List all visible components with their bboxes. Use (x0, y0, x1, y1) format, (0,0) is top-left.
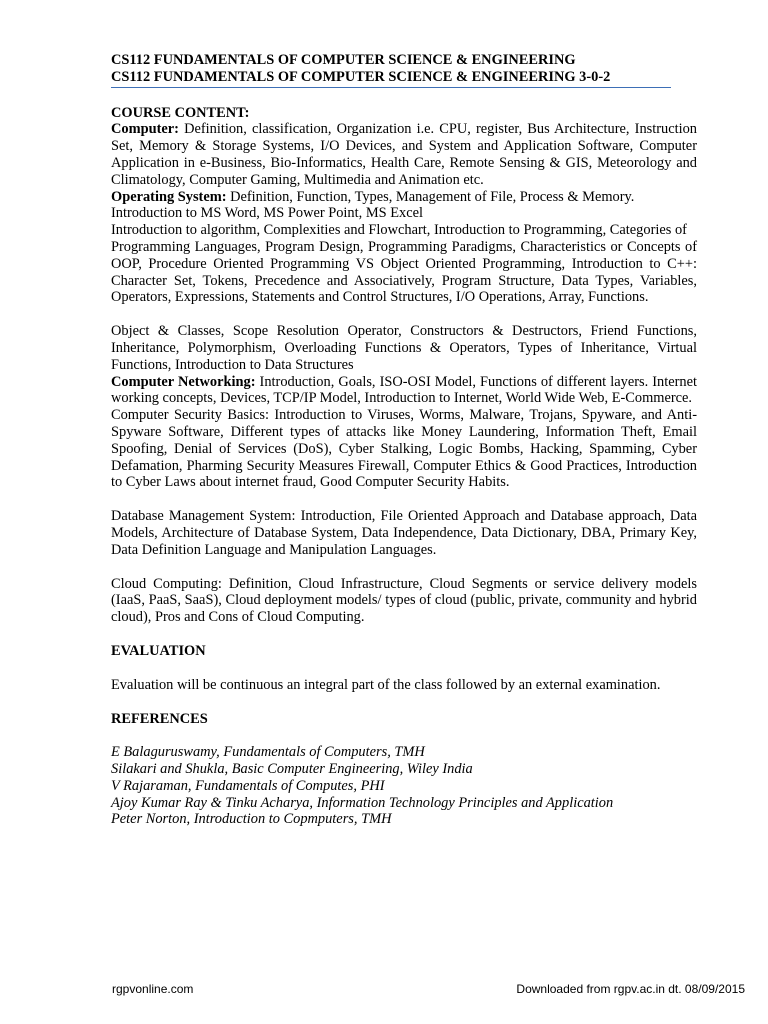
ms-office-line: Introduction to MS Word, MS Power Point, MS Excel (111, 205, 423, 222)
networking-paragraph (111, 374, 697, 408)
reference-item: Ajoy Kumar Ray & Tinku Acharya, Information Technology Principles and Application (111, 794, 614, 811)
computer-label: Computer: (111, 121, 179, 138)
course-title: CS112 FUNDAMENTALS OF COMPUTER SCIENCE & ENGINEERING (111, 52, 576, 68)
footer-download-note: Downloaded from rgpv.ac.in dt. 08/09/2015 (516, 982, 745, 996)
footer-site-name: rgpvonline.com (112, 982, 194, 996)
references-heading: REFERENCES (111, 710, 208, 727)
security-paragraph: Computer Security Basics: Introduction to Viruses, Worms, Malware, Trojans, Spyware, and Anti-Spyware Software, Different types of attacks like Money Laundering, Information Theft, Email Spoofing, Denial of Services (DoS), Cyber Stalking, Logic Bombs, Hacking, Spamming, Cyber Defamation, Pharming Security Measures Firewall, Computer Ethics & Good Practices, Introduction to Cyber Laws about internet fraud, Good Computer Security Habits. (111, 407, 697, 491)
evaluation-heading: EVALUATION (111, 642, 206, 659)
networking-label: Computer Networking: (111, 373, 256, 390)
evaluation-paragraph: Evaluation will be continuous an integral part of the class followed by an external examination. (111, 676, 661, 693)
reference-item: E Balaguruswamy, Fundamentals of Computers, TMH (111, 744, 425, 761)
cloud-paragraph: Cloud Computing: Definition, Cloud Infrastructure, Cloud Segments or service delivery models (IaaS, PaaS, SaaS), Cloud deployment models/ types of cloud (public, private, community and hybrid cloud), Pros and Cons of Cloud Computing. (111, 575, 697, 626)
computer-text: Definition, classification, Organization i.e. CPU, register, Bus Architecture, Instruction Set, Memory & Storage Systems, I/O Devices, and System and Application Software, Computer Application in e-Business, Bio-Informatics, Health Care, Remote Sensing & GIS, Meteorology and Climatology, Computer Gaming, Multimedia and Animation etc. (111, 121, 697, 188)
algorithm-paragraph: Introduction to algorithm, Complexities and Flowchart, Introduction to Programming, Categories of (111, 222, 687, 239)
dbms-paragraph: Database Management System: Introduction, File Oriented Approach and Database approach, Data Models, Architecture of Database System, Data Independence, Data Dictionary, DBA, Primary Key, Data Definition Language and Manipulation Languages. (111, 508, 697, 558)
operating-system-text: Definition, Function, Types, Management of File, Process & Memory. (226, 188, 635, 205)
references-list (111, 744, 697, 828)
reference-item: V Rajaraman, Fundamentals of Computes, PHI (111, 777, 385, 794)
course-title-with-credits: CS112 FUNDAMENTALS OF COMPUTER SCIENCE & ENGINEERING 3-0-2 (111, 69, 671, 88)
operating-system-label: Operating System: (111, 188, 227, 205)
reference-item: Peter Norton, Introduction to Copmputers, TMH (111, 811, 392, 828)
computer-paragraph (111, 121, 697, 188)
objects-paragraph: Object & Classes, Scope Resolution Operator, Constructors & Destructors, Friend Functions, Inheritance, Polymorphism, Overloading Functions & Operators, Types of Inheritance, Virtual Functions, Introduction to Data Structures (111, 323, 697, 373)
operating-system-paragraph (111, 189, 697, 206)
reference-item: Silakari and Shukla, Basic Computer Engineering, Wiley India (111, 761, 473, 778)
course-content-heading: COURSE CONTENT: (111, 104, 250, 121)
document-page (111, 52, 697, 828)
programming-paragraph: Programming Languages, Program Design, Programming Paradigms, Characteristics or Concepts of OOP, Procedure Oriented Programming VS Object Oriented Programming, Introduction to C++: Character Set, Tokens, Precedence and Associatively, Program Structure, Data Types, Variables, Operators, Expressions, Statements and Control Structures, I/O Operations, Array, Functions. (111, 238, 697, 306)
networking-text: Introduction, Goals, ISO-OSI Model, Functions of different layers. Internet working concepts, Devices, TCP/IP Model, Introduction to Internet, World Wide Web, E-Commerce. (111, 373, 697, 407)
